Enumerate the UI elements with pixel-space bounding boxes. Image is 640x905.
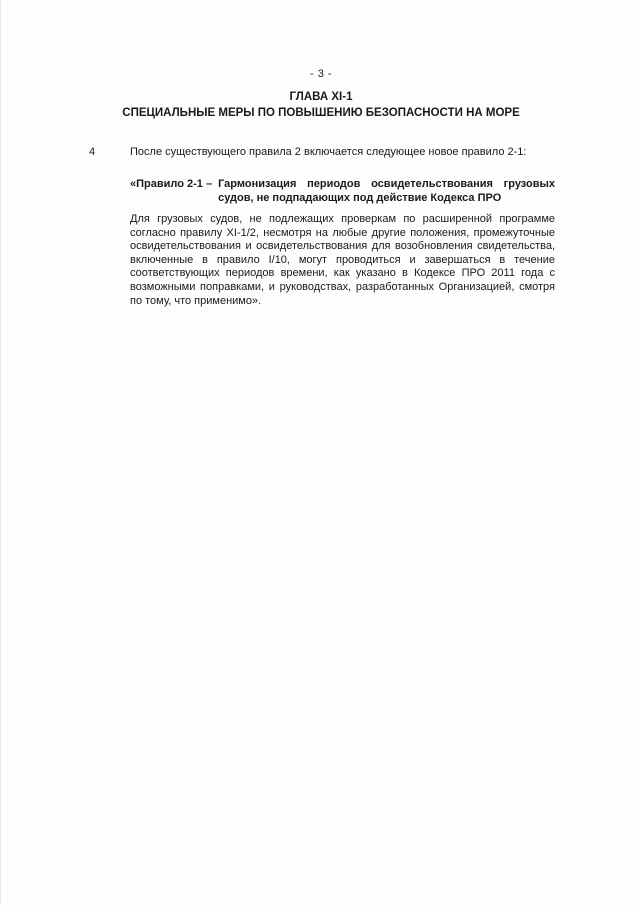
rule-heading: [130, 177, 555, 205]
paragraph-number: 4: [89, 146, 96, 158]
rule-label: «Правило 2-1 –: [130, 178, 213, 190]
rule-body-text: Для грузовых судов, не подлежащих проверкам по расширенной программе согласно правилу XI-1/2, несмотря на любые другие положения, промежуточные освидетельствования и освидетельствования для возобновления свидетельства, включенные в правило I/10, могут проводиться и завершаться в течение соответствующих периодов времени, как указано в Кодексе ПРО 2011 года с возможными поправками, и руководствах, разработанных Организацией, смотря по тому, что применимо».: [130, 213, 555, 307]
chapter-subtitle: СПЕЦИАЛЬНЫЕ МЕРЫ ПО ПОВЫШЕНИЮ БЕЗОПАСНОСТИ НА МОРЕ: [122, 107, 520, 119]
page-number: - 3 -: [309, 68, 333, 80]
rule-title: Гармонизация периодов освидетельствования грузовых судов, не подпадающих под действие Кодекса ПРО: [218, 178, 555, 204]
chapter-title: ГЛАВА XI-1: [289, 91, 353, 103]
paragraph-intro: После существующего правила 2 включается следующее новое правило 2-1:: [130, 146, 527, 158]
